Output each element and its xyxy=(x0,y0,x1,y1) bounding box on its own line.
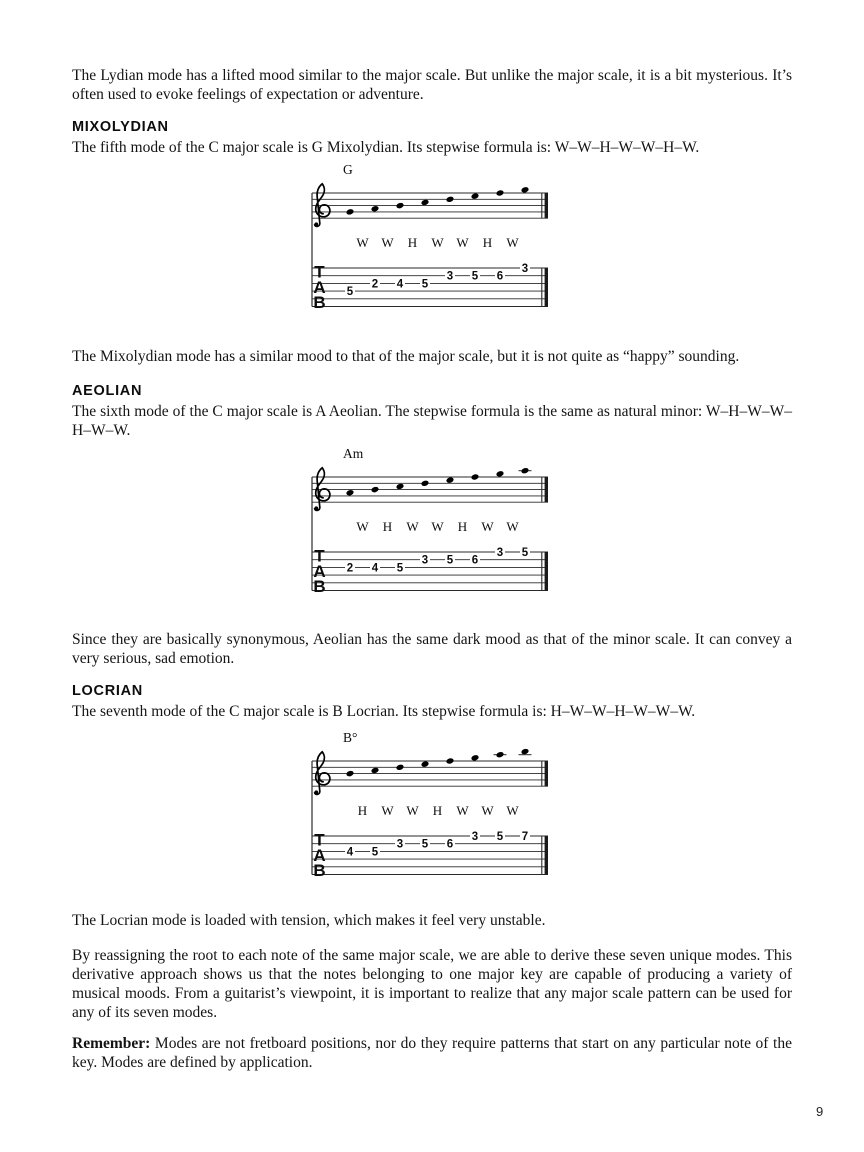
step-label: W xyxy=(381,803,394,818)
music-example-locrian xyxy=(305,728,555,882)
treble-clef-icon xyxy=(314,468,330,511)
note-head xyxy=(346,489,355,496)
tab-number: 2 xyxy=(346,562,354,575)
note-head xyxy=(421,761,430,768)
noteheads xyxy=(346,467,532,496)
heading-locrian: LOCRIAN xyxy=(72,683,143,699)
tab-letter: T xyxy=(314,546,325,566)
note-head xyxy=(496,470,505,477)
paragraph-remember xyxy=(72,1034,792,1072)
step-label: W xyxy=(456,235,469,250)
note-head xyxy=(421,480,430,487)
tab-letter: A xyxy=(313,278,326,297)
note-head xyxy=(346,208,355,215)
tab-number: 5 xyxy=(371,846,379,859)
step-label: W xyxy=(406,519,419,534)
step-label: W xyxy=(356,235,369,250)
step-label: H xyxy=(457,519,468,534)
heading-aeolian: AEOLIAN xyxy=(72,383,143,399)
tab-number: 5 xyxy=(471,270,479,283)
paragraph-locrian-intro: The seventh mode of the C major scale is B Locrian. Its stepwise formula is: H–W–W–H–W–W–W. xyxy=(72,703,696,720)
final-barline-thick xyxy=(545,552,548,591)
note-head xyxy=(496,189,505,196)
note-head xyxy=(396,764,405,771)
note-head xyxy=(371,486,380,493)
paragraph-lydian-mood: The Lydian mode has a lifted mood similar to the major scale. But unlike the major scale, it is a bit mysterious. It’s often used to evoke feelings of expectation or adventure. xyxy=(72,67,792,103)
step-label: W xyxy=(381,235,394,250)
note-head xyxy=(471,754,480,761)
tab-letter: A xyxy=(313,846,326,865)
tab-number: 4 xyxy=(371,562,379,575)
paragraph-aeolian-mood: Since they are basically synonymous, Aeolian has the same dark mood as that of the minor scale. It can convey a very serious, sad emotion. xyxy=(72,631,792,667)
tab-number: 5 xyxy=(421,278,429,291)
tab-number: 5 xyxy=(521,547,529,559)
note-head xyxy=(446,196,455,203)
note-head xyxy=(521,467,530,474)
tab-number: 5 xyxy=(396,562,404,575)
tab-number: 6 xyxy=(496,270,504,283)
staff-lines xyxy=(312,477,548,502)
tab-number: 5 xyxy=(446,554,454,567)
paragraph-aeolian-intro: The sixth mode of the C major scale is A Aeolian. The stepwise formula is the same as natural minor: W–H–W–W–H–W–W. xyxy=(72,403,792,439)
music-example-aeolian xyxy=(305,444,555,598)
tab-letter: B xyxy=(313,577,326,597)
final-barline-thick xyxy=(545,193,548,218)
note-head xyxy=(371,767,380,774)
step-label: W xyxy=(506,803,519,818)
note-head xyxy=(496,751,505,758)
step-label: H xyxy=(432,803,443,818)
final-barline-thick xyxy=(545,477,548,502)
note-head xyxy=(396,483,405,490)
note-head xyxy=(396,202,405,209)
chord-label: Am xyxy=(343,446,364,461)
chord-label: B° xyxy=(343,730,358,745)
step-label: W xyxy=(481,803,494,818)
step-label: W xyxy=(431,519,444,534)
step-label: H xyxy=(407,235,418,250)
step-label: W xyxy=(431,235,444,250)
chord-label: G xyxy=(343,162,353,177)
tab-number: 3 xyxy=(421,554,429,567)
tab-number: 3 xyxy=(471,831,479,843)
remember-label: Remember: xyxy=(72,1035,151,1052)
step-label: W xyxy=(456,803,469,818)
note-head xyxy=(521,186,530,193)
heading-mixolydian: MIXOLYDIAN xyxy=(72,119,169,135)
step-label: H xyxy=(382,519,393,534)
note-head xyxy=(421,199,430,206)
tab-number: 5 xyxy=(496,831,504,843)
staff-lines xyxy=(312,193,548,218)
step-label: W xyxy=(406,803,419,818)
paragraph-mixolydian-mood: The Mixolydian mode has a similar mood to that of the major scale, but it is not quite as “happy” sounding. xyxy=(72,348,740,365)
noteheads xyxy=(346,186,530,215)
note-head xyxy=(446,757,455,764)
note-head xyxy=(371,205,380,212)
tab-number: 3 xyxy=(496,547,504,559)
step-label: H xyxy=(482,235,493,250)
final-barline-thick xyxy=(545,268,548,307)
note-head xyxy=(521,748,530,755)
noteheads xyxy=(346,748,532,777)
tab-number: 4 xyxy=(396,278,404,291)
step-label: H xyxy=(357,803,368,818)
note-head xyxy=(446,477,455,484)
tab-number: 5 xyxy=(346,286,354,299)
step-label: W xyxy=(356,519,369,534)
tab-letter: T xyxy=(314,262,325,282)
final-barline-thick xyxy=(545,761,548,786)
tab-number: 3 xyxy=(446,270,454,283)
remember-text: Modes are not fretboard positions, nor do they require patterns that start on any particular note of the key. Modes are defined by application. xyxy=(72,1035,792,1071)
step-label: W xyxy=(506,519,519,534)
final-barline-thick xyxy=(545,836,548,875)
step-label: W xyxy=(481,519,494,534)
note-head xyxy=(471,473,480,480)
tab-number: 6 xyxy=(446,838,454,851)
tab-number: 3 xyxy=(396,838,404,851)
tab-number: 7 xyxy=(521,831,529,843)
tab-number: 3 xyxy=(521,263,529,275)
treble-clef-icon xyxy=(314,184,330,227)
tab-letter: B xyxy=(313,861,326,881)
tab-letter: B xyxy=(313,293,326,313)
tab-number: 2 xyxy=(371,278,379,291)
paragraph-mixolydian-intro: The fifth mode of the C major scale is G Mixolydian. Its stepwise formula is: W–W–H–W–W–H–W. xyxy=(72,139,700,156)
music-example-mixolydian xyxy=(305,160,555,314)
paragraph-locrian-mood: The Locrian mode is loaded with tension, which makes it feel very unstable. xyxy=(72,912,546,929)
step-label: W xyxy=(506,235,519,250)
treble-clef-icon xyxy=(314,752,330,795)
tab-number: 4 xyxy=(346,846,354,859)
page-number: 9 xyxy=(816,1104,824,1119)
note-head xyxy=(471,193,480,200)
tab-number: 5 xyxy=(421,838,429,851)
tab-number: 6 xyxy=(471,554,479,567)
tab-letter: A xyxy=(313,562,326,581)
paragraph-derive-modes: By reassigning the root to each note of the same major scale, we are able to derive these seven unique modes. This derivative approach shows us that the notes belonging to one major key are capable of producing a variety of musical moods. From a guitarist’s viewpoint, it is important to realize that any major scale pattern can be used for any of its seven modes. xyxy=(72,947,792,1021)
tab-letter: T xyxy=(314,830,325,850)
note-head xyxy=(346,770,355,777)
